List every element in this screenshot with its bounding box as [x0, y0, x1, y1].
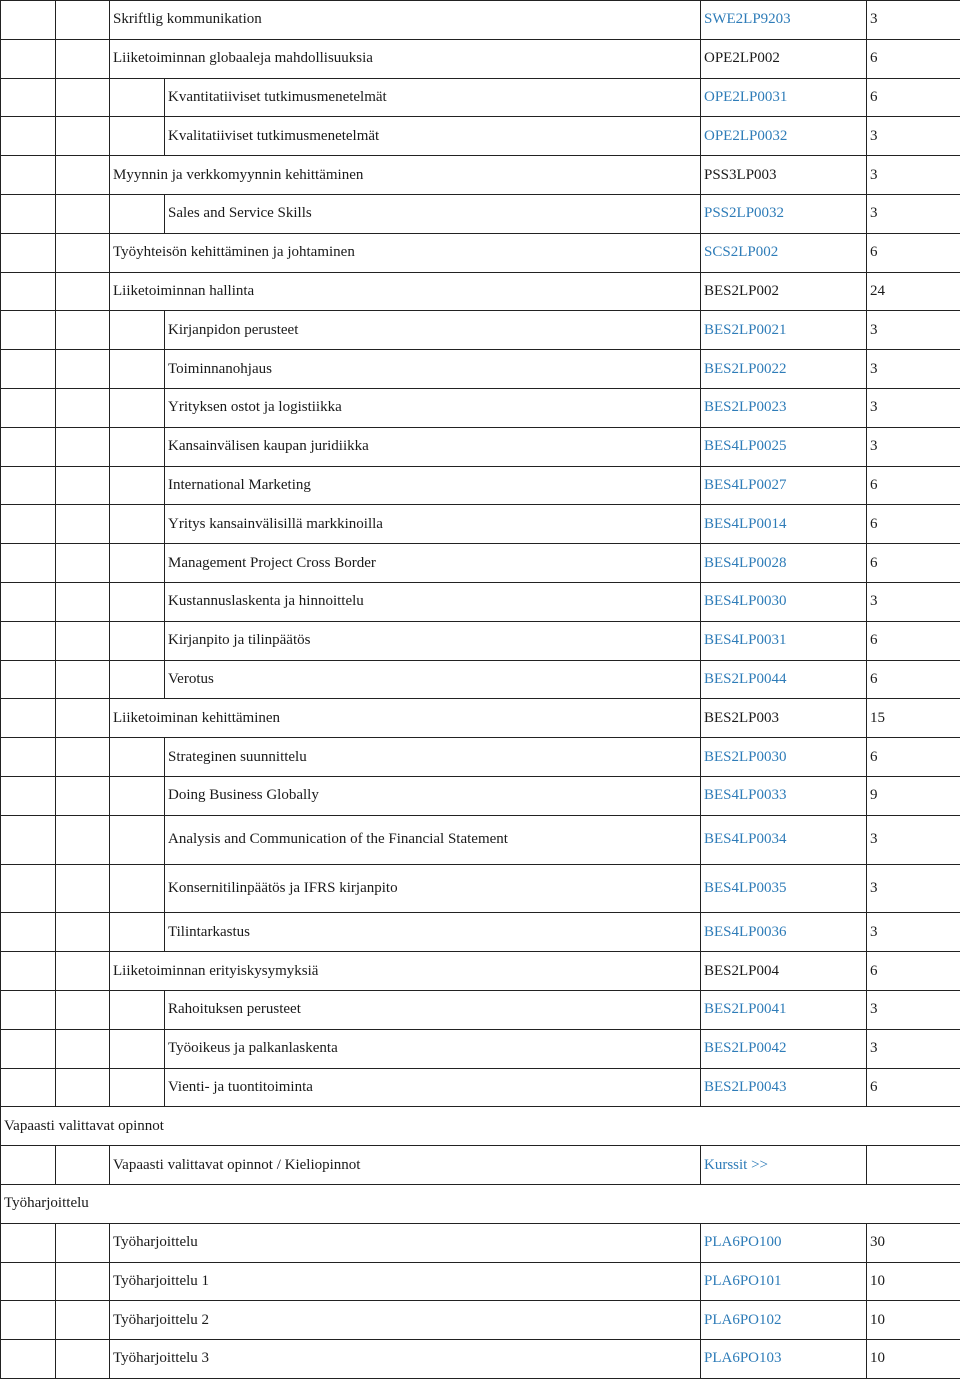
course-code-link[interactable]: BES4LP0027 [704, 476, 787, 493]
section-heading: Työharjoittelu [1, 1184, 960, 1223]
course-name: Skriftlig kommunikation [110, 1, 701, 40]
course-code-link[interactable]: PLA6PO102 [704, 1311, 782, 1328]
course-row [1, 1223, 960, 1262]
course-row [1, 156, 960, 195]
course-row [1, 1, 960, 40]
course-row [1, 233, 960, 272]
indent-cell [56, 1, 110, 40]
course-code-link[interactable]: Kurssit >> [704, 1156, 769, 1173]
indent-cell [56, 699, 110, 738]
indent-cell [1, 864, 56, 913]
course-credits: 3 [867, 311, 960, 350]
course-code-link[interactable]: BES2LP0044 [704, 670, 787, 687]
course-credits: 3 [867, 117, 960, 156]
indent-cell [56, 78, 110, 117]
indent-cell [110, 621, 165, 660]
indent-cell [1, 815, 56, 864]
indent-cell [56, 1068, 110, 1107]
course-code-link[interactable]: BES2LP0021 [704, 321, 787, 338]
course-code-cell [701, 117, 867, 156]
course-credits: 6 [867, 233, 960, 272]
indent-cell [110, 776, 165, 815]
course-name: Management Project Cross Border [165, 544, 701, 583]
course-code-link[interactable]: BES4LP0031 [704, 632, 787, 649]
course-credits: 3 [867, 350, 960, 389]
indent-cell [1, 117, 56, 156]
course-credits: 3 [867, 913, 960, 952]
section-row [1, 1107, 960, 1146]
course-code-cell [701, 1068, 867, 1107]
indent-cell [56, 660, 110, 699]
course-credits: 6 [867, 738, 960, 777]
course-row [1, 388, 960, 427]
course-row [1, 350, 960, 389]
course-row [1, 660, 960, 699]
course-row [1, 427, 960, 466]
course-name: Yritys kansainvälisillä markkinoilla [165, 505, 701, 544]
course-credits: 3 [867, 815, 960, 864]
indent-cell [1, 311, 56, 350]
course-name: Työharjoittelu 3 [110, 1340, 701, 1379]
course-credits: 6 [867, 660, 960, 699]
course-name: Liiketoiminnan erityiskysymyksiä [110, 952, 701, 991]
course-credits: 3 [867, 427, 960, 466]
course-name: Liiketoiminnan hallinta [110, 272, 701, 311]
indent-cell [56, 39, 110, 78]
course-name: Analysis and Communication of the Financial Statement [165, 815, 701, 864]
indent-cell [56, 194, 110, 233]
indent-cell [1, 660, 56, 699]
indent-cell [1, 427, 56, 466]
course-credits: 10 [867, 1301, 960, 1340]
course-name: Kvalitatiiviset tutkimusmenetelmät [165, 117, 701, 156]
course-code-link[interactable]: BES2LP0043 [704, 1078, 787, 1095]
indent-cell [56, 776, 110, 815]
indent-cell [1, 621, 56, 660]
course-row [1, 952, 960, 991]
course-credits: 3 [867, 990, 960, 1029]
course-name: Konsernitilinpäätös ja IFRS kirjanpito [165, 864, 701, 913]
course-row [1, 466, 960, 505]
indent-cell [110, 117, 165, 156]
indent-cell [1, 699, 56, 738]
course-row [1, 194, 960, 233]
course-code-link[interactable]: SCS2LP002 [704, 244, 779, 261]
indent-cell [56, 427, 110, 466]
course-code-cell [701, 864, 867, 913]
course-code-link[interactable]: BES4LP0028 [704, 554, 787, 571]
course-code-cell [701, 156, 867, 195]
course-name: Kustannuslaskenta ja hinnoittelu [165, 582, 701, 621]
course-code-link[interactable]: BES4LP0036 [704, 923, 787, 940]
indent-cell [56, 544, 110, 583]
course-code-link[interactable]: PLA6PO103 [704, 1350, 782, 1367]
section-row [1, 1184, 960, 1223]
course-code-cell [701, 311, 867, 350]
indent-cell [1, 350, 56, 389]
course-row [1, 776, 960, 815]
indent-cell [110, 1029, 165, 1068]
course-credits: 6 [867, 952, 960, 991]
course-row [1, 78, 960, 117]
indent-cell [56, 272, 110, 311]
indent-cell [56, 864, 110, 913]
course-row [1, 699, 960, 738]
course-code: BES2LP003 [704, 709, 780, 726]
indent-cell [1, 952, 56, 991]
course-row [1, 1340, 960, 1379]
indent-cell [56, 1340, 110, 1379]
course-code-cell [701, 194, 867, 233]
indent-cell [56, 1029, 110, 1068]
indent-cell [1, 1029, 56, 1068]
indent-cell [110, 78, 165, 117]
indent-cell [1, 505, 56, 544]
indent-cell [110, 466, 165, 505]
course-code-cell [701, 78, 867, 117]
course-row [1, 1029, 960, 1068]
course-name: Liiketoiminnan globaaleja mahdollisuuksia [110, 39, 701, 78]
course-code-cell [701, 1262, 867, 1301]
course-credits: 24 [867, 272, 960, 311]
course-code-cell [701, 660, 867, 699]
course-name: Vapaasti valittavat opinnot / Kieliopinnot [110, 1146, 701, 1185]
indent-cell [56, 1301, 110, 1340]
indent-cell [1, 78, 56, 117]
course-code: OPE2LP002 [704, 50, 780, 67]
course-credits: 15 [867, 699, 960, 738]
course-code-cell [701, 990, 867, 1029]
course-code-cell [701, 1, 867, 40]
course-code: BES2LP004 [704, 962, 780, 979]
indent-cell [1, 1, 56, 40]
indent-cell [1, 233, 56, 272]
indent-cell [56, 738, 110, 777]
course-row [1, 990, 960, 1029]
course-code-cell [701, 350, 867, 389]
course-code-cell [701, 738, 867, 777]
indent-cell [56, 388, 110, 427]
indent-cell [56, 1262, 110, 1301]
curriculum-table-body [1, 1, 960, 1379]
course-code-link[interactable]: BES4LP0025 [704, 438, 787, 455]
course-credits: 6 [867, 621, 960, 660]
indent-cell [110, 194, 165, 233]
course-code-link[interactable]: PLA6PO100 [704, 1234, 782, 1251]
indent-cell [110, 815, 165, 864]
indent-cell [56, 156, 110, 195]
course-credits: 30 [867, 1223, 960, 1262]
indent-cell [56, 1223, 110, 1262]
course-code-link[interactable]: BES4LP0034 [704, 831, 787, 848]
course-row [1, 311, 960, 350]
course-name: Työoikeus ja palkanlaskenta [165, 1029, 701, 1068]
course-name: Doing Business Globally [165, 776, 701, 815]
indent-cell [1, 738, 56, 777]
indent-cell [110, 427, 165, 466]
course-name: Rahoituksen perusteet [165, 990, 701, 1029]
indent-cell [56, 117, 110, 156]
indent-cell [110, 913, 165, 952]
course-code-link[interactable]: BES2LP0041 [704, 1001, 787, 1018]
course-name: Sales and Service Skills [165, 194, 701, 233]
course-code-link[interactable]: OPE2LP0031 [704, 88, 788, 105]
course-credits: 3 [867, 156, 960, 195]
course-code-cell [701, 388, 867, 427]
course-code-cell [701, 699, 867, 738]
course-code-link[interactable]: BES4LP0035 [704, 879, 787, 896]
course-row [1, 117, 960, 156]
course-name: Kirjanpidon perusteet [165, 311, 701, 350]
course-name: Vienti- ja tuontitoiminta [165, 1068, 701, 1107]
indent-cell [56, 952, 110, 991]
course-name: Tilintarkastus [165, 913, 701, 952]
course-code-cell [701, 913, 867, 952]
indent-cell [56, 505, 110, 544]
course-code-cell [701, 1146, 867, 1185]
course-row [1, 1301, 960, 1340]
course-name: Kvantitatiiviset tutkimusmenetelmät [165, 78, 701, 117]
course-row [1, 913, 960, 952]
course-credits: 6 [867, 78, 960, 117]
course-name: Työharjoittelu [110, 1223, 701, 1262]
course-credits: 3 [867, 194, 960, 233]
indent-cell [56, 233, 110, 272]
indent-cell [56, 990, 110, 1029]
course-credits: 3 [867, 1, 960, 40]
course-row [1, 582, 960, 621]
indent-cell [1, 1301, 56, 1340]
course-code-link[interactable]: BES4LP0014 [704, 515, 787, 532]
course-name: Liiketoiminan kehittäminen [110, 699, 701, 738]
course-name: Strateginen suunnittelu [165, 738, 701, 777]
indent-cell [56, 913, 110, 952]
indent-cell [110, 864, 165, 913]
course-credits [867, 1146, 960, 1185]
section-heading: Vapaasti valittavat opinnot [1, 1107, 960, 1146]
course-name: Yrityksen ostot ja logistiikka [165, 388, 701, 427]
course-name: Työharjoittelu 1 [110, 1262, 701, 1301]
course-code-cell [701, 466, 867, 505]
indent-cell [1, 39, 56, 78]
indent-cell [110, 311, 165, 350]
indent-cell [56, 621, 110, 660]
indent-cell [110, 660, 165, 699]
course-code-cell [701, 505, 867, 544]
course-code-cell [701, 1340, 867, 1379]
course-code-cell [701, 233, 867, 272]
course-row [1, 272, 960, 311]
course-code-cell [701, 544, 867, 583]
indent-cell [56, 815, 110, 864]
indent-cell [56, 582, 110, 621]
indent-cell [1, 1223, 56, 1262]
course-row [1, 1146, 960, 1185]
indent-cell [1, 388, 56, 427]
indent-cell [110, 1068, 165, 1107]
indent-cell [110, 990, 165, 1029]
course-row [1, 1068, 960, 1107]
indent-cell [1, 1146, 56, 1185]
course-code-cell [701, 1223, 867, 1262]
course-row [1, 621, 960, 660]
indent-cell [110, 738, 165, 777]
course-credits: 6 [867, 1068, 960, 1107]
course-credits: 6 [867, 505, 960, 544]
course-code-link[interactable]: PSS2LP0032 [704, 205, 785, 222]
course-code-link[interactable]: OPE2LP0032 [704, 127, 788, 144]
course-code-link[interactable]: BES4LP0033 [704, 787, 787, 804]
course-row [1, 815, 960, 864]
indent-cell [56, 1146, 110, 1185]
course-code-cell [701, 39, 867, 78]
course-code-cell [701, 427, 867, 466]
course-code-cell [701, 1301, 867, 1340]
course-credits: 6 [867, 544, 960, 583]
course-name: Toiminnanohjaus [165, 350, 701, 389]
course-name: Työyhteisön kehittäminen ja johtaminen [110, 233, 701, 272]
indent-cell [1, 582, 56, 621]
indent-cell [110, 582, 165, 621]
indent-cell [1, 194, 56, 233]
course-name: Työharjoittelu 2 [110, 1301, 701, 1340]
indent-cell [1, 990, 56, 1029]
indent-cell [56, 311, 110, 350]
indent-cell [1, 1262, 56, 1301]
indent-cell [1, 776, 56, 815]
course-credits: 9 [867, 776, 960, 815]
course-name: Myynnin ja verkkomyynnin kehittäminen [110, 156, 701, 195]
course-row [1, 544, 960, 583]
course-code-link[interactable]: BES2LP0022 [704, 360, 787, 377]
course-name: International Marketing [165, 466, 701, 505]
course-code-link[interactable]: BES2LP0023 [704, 399, 787, 416]
course-code-cell [701, 621, 867, 660]
indent-cell [1, 913, 56, 952]
course-name: Kansainvälisen kaupan juridiikka [165, 427, 701, 466]
course-credits: 3 [867, 864, 960, 913]
indent-cell [110, 388, 165, 427]
course-name: Verotus [165, 660, 701, 699]
course-credits: 10 [867, 1340, 960, 1379]
indent-cell [110, 544, 165, 583]
indent-cell [56, 350, 110, 389]
course-code: PSS3LP003 [704, 166, 777, 183]
course-code-link[interactable]: BES2LP0030 [704, 748, 787, 765]
course-credits: 3 [867, 582, 960, 621]
course-code-link[interactable]: SWE2LP9203 [704, 11, 791, 28]
course-code-cell [701, 815, 867, 864]
course-row [1, 505, 960, 544]
course-code-cell [701, 952, 867, 991]
course-code-cell [701, 1029, 867, 1068]
course-credits: 6 [867, 466, 960, 505]
course-code-link[interactable]: BES2LP0042 [704, 1040, 787, 1057]
course-code: BES2LP002 [704, 282, 780, 299]
course-row [1, 39, 960, 78]
course-row [1, 738, 960, 777]
indent-cell [1, 544, 56, 583]
course-credits: 6 [867, 39, 960, 78]
course-row [1, 1262, 960, 1301]
course-credits: 3 [867, 1029, 960, 1068]
course-code-link[interactable]: BES4LP0030 [704, 593, 787, 610]
indent-cell [110, 350, 165, 389]
indent-cell [110, 505, 165, 544]
course-credits: 10 [867, 1262, 960, 1301]
indent-cell [1, 466, 56, 505]
course-row [1, 864, 960, 913]
indent-cell [1, 1340, 56, 1379]
course-code-cell [701, 272, 867, 311]
indent-cell [1, 156, 56, 195]
course-name: Kirjanpito ja tilinpäätös [165, 621, 701, 660]
indent-cell [1, 272, 56, 311]
indent-cell [56, 466, 110, 505]
course-code-cell [701, 776, 867, 815]
course-credits: 3 [867, 388, 960, 427]
course-code-link[interactable]: PLA6PO101 [704, 1272, 782, 1289]
indent-cell [1, 1068, 56, 1107]
course-code-cell [701, 582, 867, 621]
